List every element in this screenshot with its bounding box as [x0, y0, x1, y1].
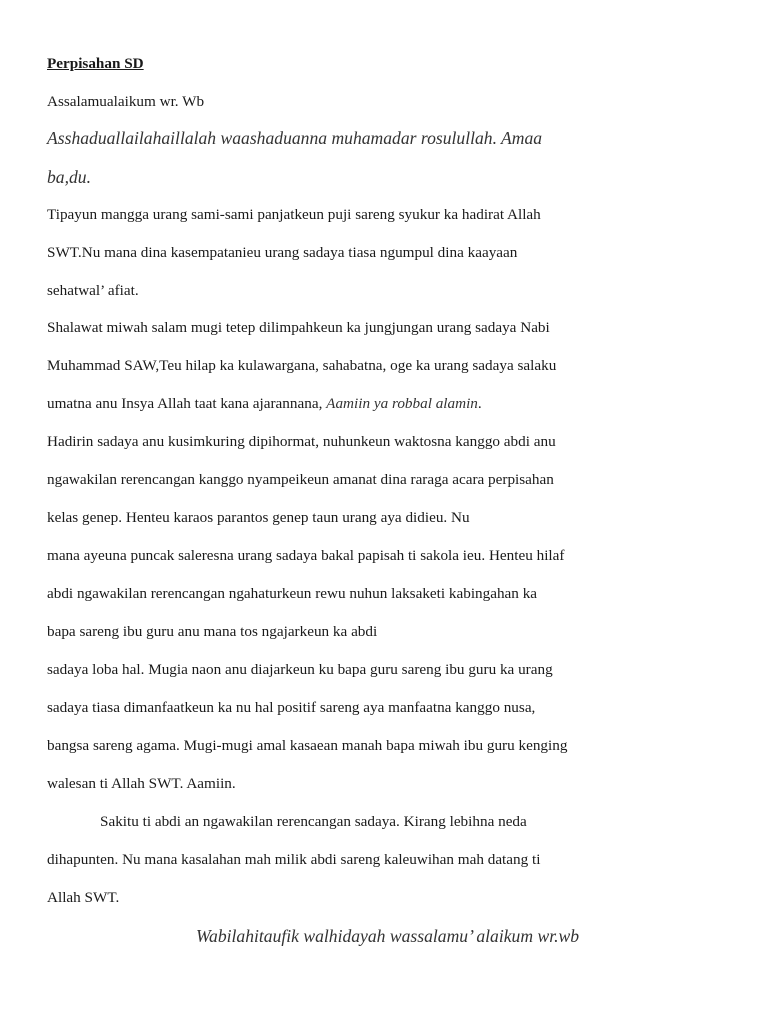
- para2-line-3-text: umatna anu Insya Allah taat kana ajarannana,: [47, 395, 327, 412]
- para4-line-1: Sakitu ti abdi an ngawakilan rerencangan sadaya. Kirang lebihna neda: [100, 813, 527, 830]
- document-title: Perpisahan SD: [47, 55, 144, 72]
- para3-line-8: sadaya tiasa dimanfaatkeun ka nu hal positif sareng aya manfaatna kanggo nusa,: [47, 699, 536, 716]
- para4-line-2: dihapunten. Nu mana kasalahan mah milik abdi sareng kaleuwihan mah datang ti: [47, 851, 541, 868]
- para2-line-3: [47, 395, 482, 413]
- opening-line-2: ba,du.: [47, 167, 91, 187]
- para2-line-2: Muhammad SAW,Teu hilap ka kulawargana, sahabatna, oge ka urang sadaya salaku: [47, 357, 557, 374]
- para1-line-3: sehatwal’ afiat.: [47, 282, 139, 299]
- opening-line-1: Asshaduallailahaillalah waashaduanna muhamadar rosulullah. Amaa: [47, 128, 543, 148]
- para3-line-10: walesan ti Allah SWT. Aamiin.: [47, 775, 236, 792]
- para1-line-1: Tipayun mangga urang sami-sami panjatkeun puji sareng syukur ka hadirat Allah: [47, 206, 541, 223]
- greeting: Assalamualaikum wr. Wb: [47, 93, 205, 110]
- para3-line-2: ngawakilan rerencangan kanggo nyampeikeun amanat dina raraga acara perpisahan: [47, 471, 554, 488]
- para3-line-1: Hadirin sadaya anu kusimkuring dipihormat, nuhunkeun waktosna kanggo abdi anu: [47, 433, 556, 450]
- para3-line-3: kelas genep. Henteu karaos parantos genep taun urang aya didieu. Nu: [47, 509, 470, 526]
- para3-line-4: mana ayeuna puncak saleresna urang sadaya bakal papisah ti sakola ieu. Henteu hilaf: [47, 547, 565, 564]
- para4-line-3: Allah SWT.: [47, 889, 120, 906]
- para1-line-2: SWT.Nu mana dina kasempatanieu urang sadaya tiasa ngumpul dina kaayaan: [47, 244, 518, 261]
- para3-line-9: bangsa sareng agama. Mugi-mugi amal kasaean manah bapa miwah ibu guru kenging: [47, 737, 568, 754]
- para3-line-5: abdi ngawakilan rerencangan ngahaturkeun rewu nuhun laksaketi kabingahan ka: [47, 585, 538, 602]
- para2-line-3-end: .: [477, 395, 482, 412]
- para2-line-1: Shalawat miwah salam mugi tetep dilimpahkeun ka jungjungan urang sadaya Nabi: [47, 319, 550, 336]
- para3-line-6: bapa sareng ibu guru anu mana tos ngajarkeun ka abdi: [47, 623, 378, 640]
- closing-line: Wabilahitaufik walhidayah wassalamu’ alaikum wr.wb: [196, 926, 580, 946]
- amin-italic: Aamiin ya robbal alamin: [326, 395, 478, 412]
- para3-line-7: sadaya loba hal. Mugia naon anu diajarkeun ku bapa guru sareng ibu guru ka urang: [47, 661, 553, 678]
